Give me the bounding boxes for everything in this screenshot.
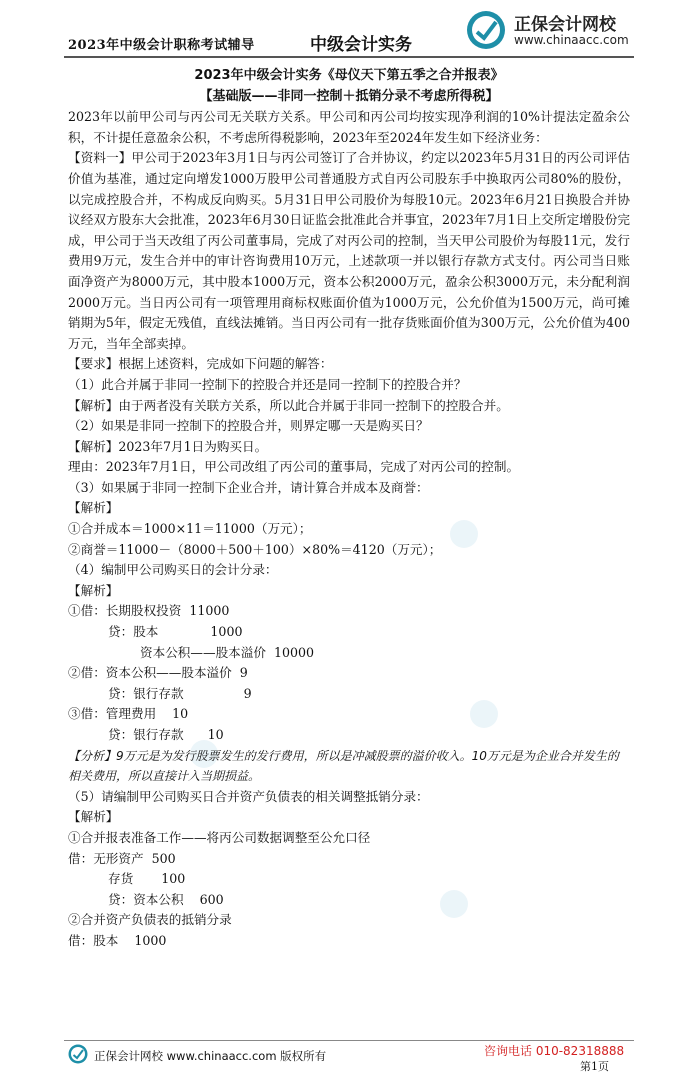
analysis-note: 【分析】9万元是为发行股票发生的发行费用，所以是冲减股票的溢价收入。10万元是为企业合并发生的相关费用，所以直接计入当期损益。 xyxy=(68,748,619,784)
material-1-paragraph: 【资料一】甲公司于2023年3月1日与丙公司签订了合并协议，约定以2023年5月31日的丙公司评估价值为基准，通过定向增发1000万股甲公司普通股方式自丙公司股东手中换取丙公司80%的股份，以完成控股合并，不构成反向购买。5月31日甲公司股价为每股10元。2023年6月21日换股合并协议经双方股东大会批准，2023年6月30日证监会批准此合并事宜，2023年7月1日上交所定增股份完成，甲公司于当天改组了丙公司董事局，完成了对丙公司的控制，当天甲公司股价为每股11元，发行费用9万元，发生合并中的审计咨询费用10万元，上述款项一并以银行存款方式支付。丙公司当日账面净资产为8000万元，其中股本1000万元，资本公积2000万元，盈余公积3000万元，未分配利润2000万元。当日丙公司有一项管理用商标权账面价值为1000万元，公允价值为1500万元，尚可摊销期为5年，假定无残值，直线法摊销。当日丙公司有一批存货账面价值为300万元，公允价值为400万元，当年全部卖掉。 xyxy=(68,150,630,351)
entry-3-debit: ③借：管理费用 10 xyxy=(68,706,189,722)
answer-1: 【解析】由于两者没有关联方关系，所以此合并属于非同一控制下的控股合并。 xyxy=(68,397,509,413)
footer-copyright: 正保会计网校 www.chinaacc.com 版权所有 xyxy=(94,1049,327,1063)
answer-4-label: 【解析】 xyxy=(68,582,119,598)
page-footer xyxy=(0,1036,688,1073)
requirement: 【要求】根据上述资料，完成如下问题的解答： xyxy=(68,356,333,372)
header-brand: 正保会计网校 xyxy=(514,15,616,35)
header-subject: 中级会计实务 xyxy=(310,35,412,55)
question-2: （2）如果是非同一控制下的控股合并，则界定哪一天是购买日？ xyxy=(68,418,429,434)
step-1: ①合并报表准备工作——将丙公司数据调整至公允口径 xyxy=(68,829,371,845)
footer-divider xyxy=(64,1040,634,1041)
entry-1-credit-2: 资本公积——股本溢价 10000 xyxy=(140,644,315,660)
intro-paragraph: 2023年以前甲公司与丙公司无关联方关系。甲公司和丙公司均按实现净利润的10%计提法定盈余公积，不计提任意盈余公积，不考虑所得税影响，2023年至2024年发生如下经济业务： xyxy=(68,109,630,145)
question-4: （4）编制甲公司购买日的会计分录： xyxy=(68,562,278,578)
question-3: （3）如果属于非同一控制下企业合并，请计算合并成本及商誉： xyxy=(68,479,429,495)
step-2-debit: 借：股本 1000 xyxy=(68,932,167,948)
doc-title: 2023年中级会计实务《母仪天下第五季之合并报表》 xyxy=(194,68,504,83)
step-2: ②合并资产负债表的抵销分录 xyxy=(68,912,232,928)
calc-goodwill: ②商誉＝11000－（8000＋500＋100）×80%＝4120（万元）； xyxy=(68,541,442,557)
footer-phone: 咨询电话 010-82318888 xyxy=(484,1044,625,1058)
step-1-credit: 贷：资本公积 600 xyxy=(108,891,224,907)
calc-cost: ①合并成本＝1000×11＝11000（万元）； xyxy=(68,521,312,537)
document-body xyxy=(68,66,630,952)
footer-logo-icon xyxy=(68,1044,88,1064)
header-url: www.chinaacc.com xyxy=(514,33,629,47)
entry-2-debit: ②借：资本公积——股本溢价 9 xyxy=(68,665,248,681)
question-1: （1）此合并属于非同一控制下的控股合并还是同一控制下的控股合并？ xyxy=(68,376,467,392)
step-1-debit-2: 存货 100 xyxy=(108,871,186,887)
page-header xyxy=(0,0,688,62)
answer-5-label: 【解析】 xyxy=(68,809,119,825)
entry-1-debit: ①借：长期股权投资 11000 xyxy=(68,603,230,619)
reason-2: 理由：2023年7月1日，甲公司改组了丙公司的董事局，完成了对丙公司的控制。 xyxy=(68,459,520,475)
header-exam-title: 2023年中级会计职称考试辅导 xyxy=(68,38,255,53)
answer-2: 【解析】2023年7月1日为购买日。 xyxy=(68,438,268,454)
question-5: （5）请编制甲公司购买日合并资产负债表的相关调整抵销分录： xyxy=(68,788,429,804)
step-1-debit: 借：无形资产 500 xyxy=(68,850,176,866)
doc-subtitle: 【基础版——非同一控制＋抵销分录不考虑所得税】 xyxy=(199,88,499,104)
brand-logo-icon xyxy=(466,10,506,50)
page-number: 第1页 xyxy=(580,1060,609,1073)
entry-3-credit: 贷：银行存款 10 xyxy=(108,727,224,742)
entry-1-credit: 贷：股本 1000 xyxy=(108,624,243,640)
header-divider xyxy=(64,56,634,58)
entry-2-credit: 贷：银行存款 9 xyxy=(108,685,252,701)
answer-3-label: 【解析】 xyxy=(68,500,119,516)
